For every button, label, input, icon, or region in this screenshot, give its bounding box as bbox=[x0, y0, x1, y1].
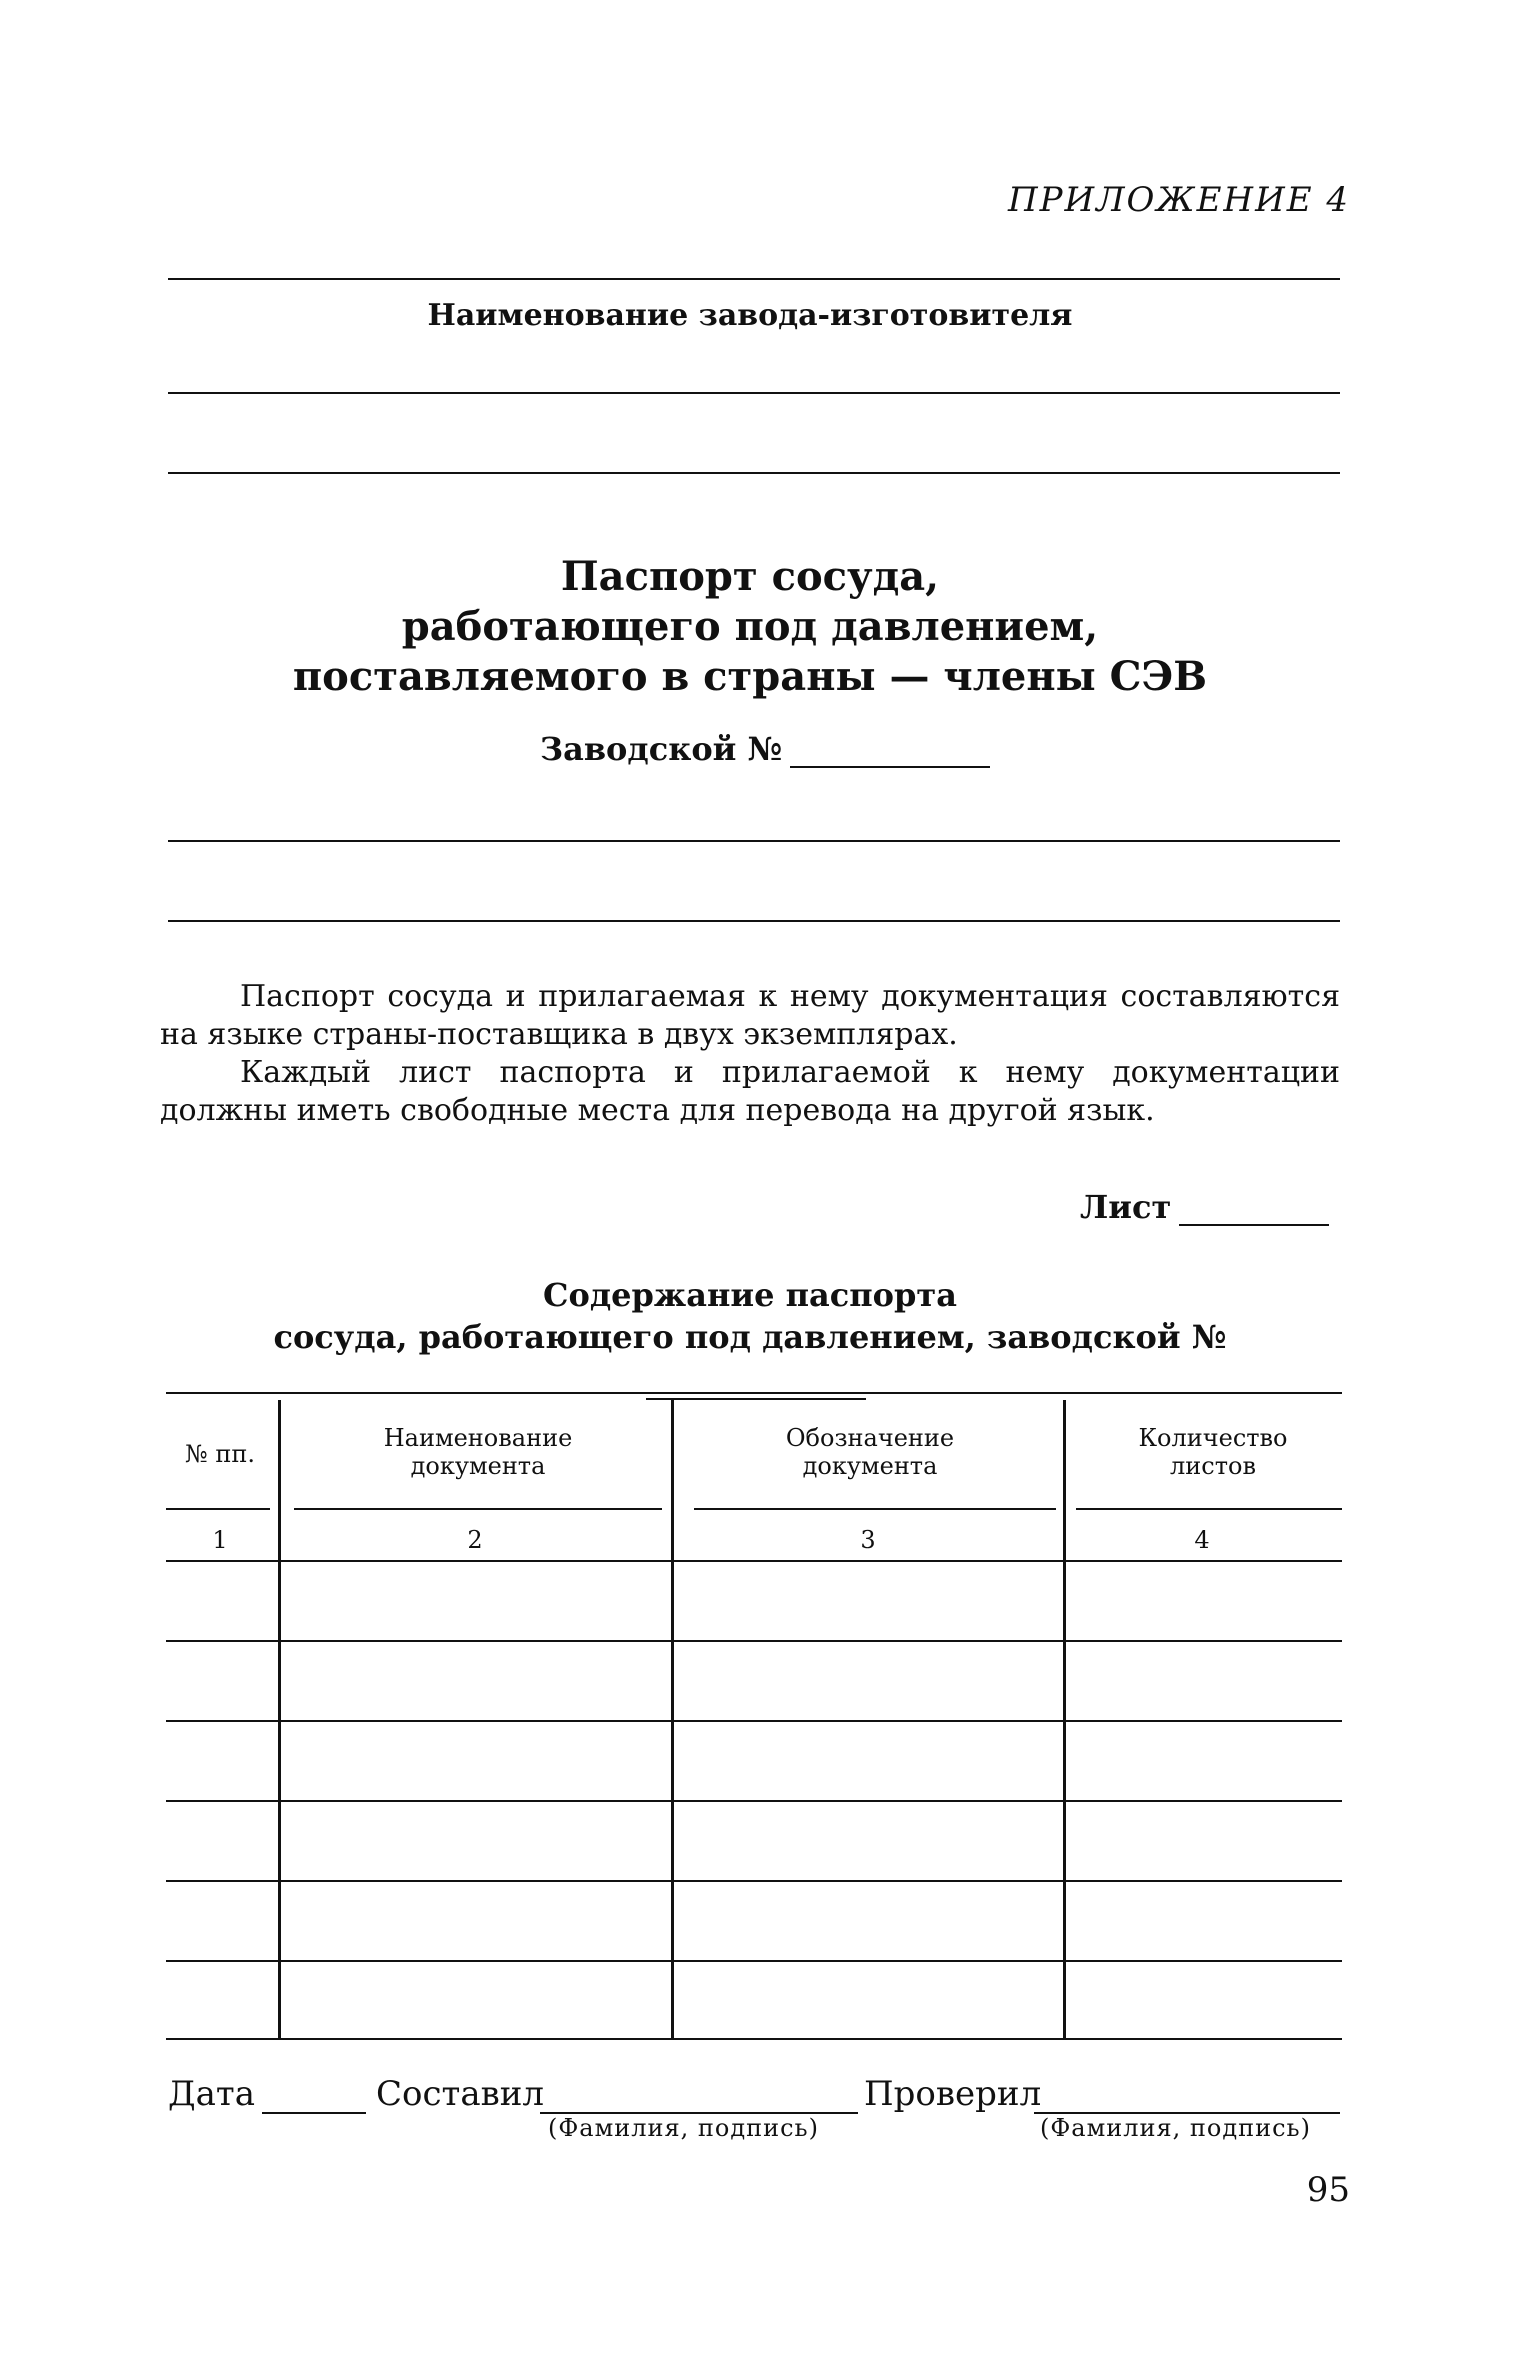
column-number-2: 2 bbox=[467, 1526, 483, 1554]
contents-heading bbox=[160, 1274, 1340, 1400]
manufacturer-line-top bbox=[168, 278, 1340, 280]
header-sheet-count: Количество листов bbox=[1138, 1424, 1288, 1480]
document-title bbox=[160, 552, 1340, 702]
date-label: Дата bbox=[168, 2074, 255, 2114]
table-divider-2 bbox=[671, 1400, 674, 2038]
manufacturer-line-1 bbox=[168, 392, 1340, 394]
table-row-rule bbox=[166, 1880, 1342, 1882]
header-document-name: Наименование документа bbox=[383, 1424, 573, 1480]
serial-number-label: Заводской № bbox=[540, 730, 783, 768]
table-row-rule bbox=[166, 1720, 1342, 1722]
title-line-1: Паспорт сосуда, bbox=[560, 553, 940, 600]
contents-line-1: Содержание паспорта bbox=[543, 1276, 957, 1314]
column-number-3: 3 bbox=[860, 1526, 876, 1554]
appendix-label: ПРИЛОЖЕНИЕ 4 bbox=[1007, 180, 1350, 220]
serial-number-field[interactable] bbox=[540, 730, 990, 768]
checked-caption: (Фамилия, подпись) bbox=[1040, 2114, 1311, 2142]
table-divider-1 bbox=[278, 1400, 281, 2038]
table-divider-3 bbox=[1063, 1400, 1066, 2038]
compiled-caption: (Фамилия, подпись) bbox=[548, 2114, 819, 2142]
serial-number-blank[interactable] bbox=[790, 736, 990, 768]
serial-line-2 bbox=[168, 920, 1340, 922]
table-row-rule bbox=[166, 1640, 1342, 1642]
column-number-1: 1 bbox=[212, 1526, 228, 1554]
manufacturer-label: Наименование завода-изготовителя bbox=[427, 298, 1073, 333]
sheet-field[interactable] bbox=[1080, 1188, 1329, 1226]
page-number: 95 bbox=[1306, 2170, 1350, 2210]
instructions bbox=[160, 978, 1340, 1130]
subheader-rule-2 bbox=[294, 1508, 662, 1510]
header-number: № пп. bbox=[185, 1440, 255, 1468]
serial-line-1 bbox=[168, 840, 1340, 842]
subheader-rule-3 bbox=[694, 1508, 1056, 1510]
column-number-4: 4 bbox=[1194, 1526, 1210, 1554]
manufacturer-line-2 bbox=[168, 472, 1340, 474]
paragraph-2: Каждый лист паспорта и прилагаемой к нему документации должны иметь свободные места для перевода на другой язык. bbox=[160, 1055, 1340, 1128]
table-bottom-rule bbox=[166, 2038, 1342, 2040]
table-header-rule bbox=[166, 1560, 1342, 1562]
sheet-label: Лист bbox=[1080, 1188, 1172, 1226]
compiled-label: Составил bbox=[376, 2074, 545, 2114]
title-line-3: поставляемого в страны — члены СЭВ bbox=[292, 653, 1208, 700]
checked-label: Проверил bbox=[864, 2074, 1042, 2114]
contents-line-2: сосуда, работающего под давлением, заводской № bbox=[273, 1318, 1227, 1356]
subheader-rule-1 bbox=[166, 1508, 270, 1510]
title-line-2: работающего под давлением, bbox=[401, 603, 1099, 650]
paragraph-1: Паспорт сосуда и прилагаемая к нему документация составляются на языке страны-поставщика в двух экземплярах. bbox=[160, 979, 1340, 1052]
header-designation: Обозначение документа bbox=[785, 1424, 955, 1480]
sheet-blank[interactable] bbox=[1179, 1194, 1329, 1226]
contents-serial-blank[interactable] bbox=[646, 1368, 866, 1400]
subheader-rule-4 bbox=[1076, 1508, 1342, 1510]
table-row-rule bbox=[166, 1800, 1342, 1802]
table-row-rule bbox=[166, 1960, 1342, 1962]
date-blank[interactable] bbox=[262, 2112, 366, 2114]
